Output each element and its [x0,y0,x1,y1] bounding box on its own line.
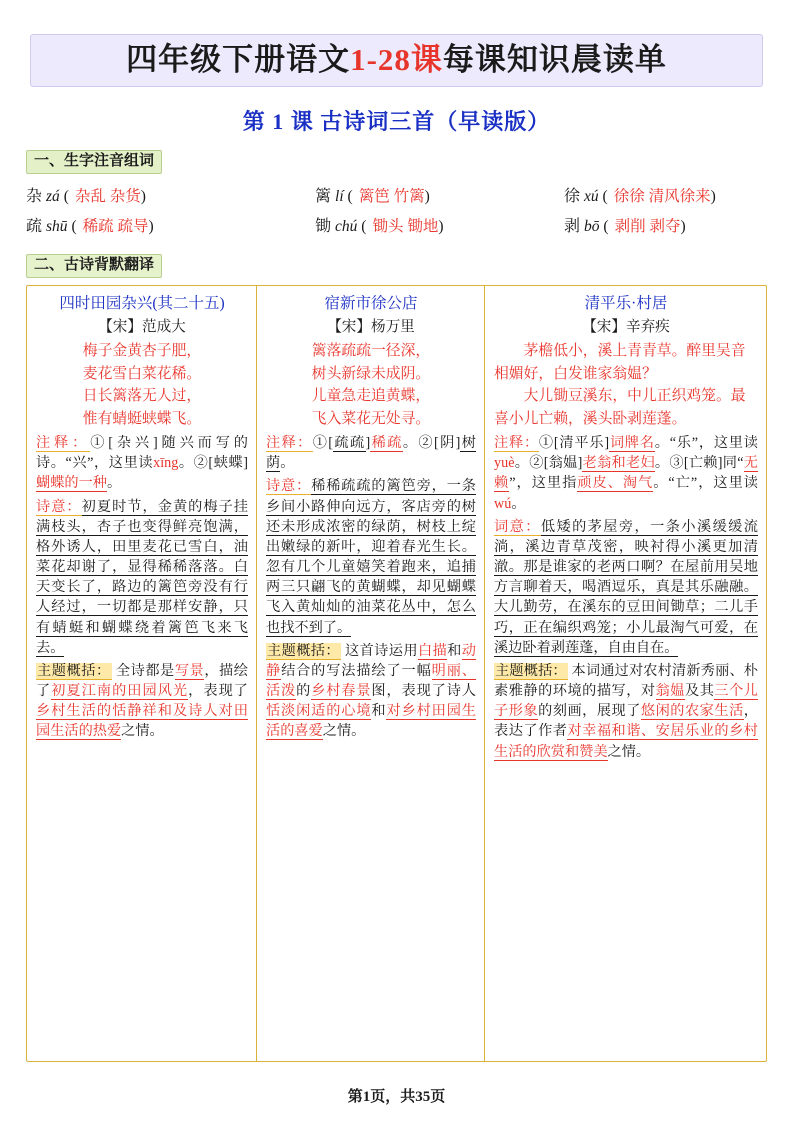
meaning-label: 诗意： [36,498,82,515]
meaning-text: 稀稀疏疏的篱笆旁，一条乡间小路伸向远方，客店旁的树还未形成浓密的绿荫，树枝上绽出嫩绿的新叶，迎着春光生长。忽有几个儿童嬉笑着跑来，追捕两三只翩飞的黄蝴蝶，却见蝴蝶飞入黄灿灿的油菜花丛中，怎么也找不到了。 [266,478,476,636]
poem-notes [36,433,248,493]
words: 杂乱 杂货 [74,187,141,205]
pinyin: lí [335,187,344,205]
theme-text: 全诗都是写景，描绘了初夏江南的田园风光，表现了乡村生活的恬静祥和及诗人对田园生活的热爱之情。 [36,662,248,740]
words: 徐徐 清风徐来 [613,187,711,205]
poem-author: 【宋】杨万里 [327,318,415,335]
theme-label: 主题概括： [37,662,111,679]
lesson-subtitle: 第 1 课 古诗词三首（早读版） [242,109,551,135]
pinyin: xú [584,187,599,205]
poem-theme [36,661,248,742]
words: 篱笆 竹篱 [358,187,425,205]
title-prefix: 四年级下册语文 [126,42,351,77]
char: 篱 [315,187,332,205]
poem-author: 【宋】辛弃疾 [582,318,670,335]
char: 剥 [564,217,581,235]
vocab-cell: 篱 lí ( 篱笆 竹篱) [315,187,430,205]
poem-columns [26,285,767,1062]
notes-text: ①[清平乐]词牌名。“乐”，这里读yuè。②[翁媪]老翁和老妇。③[亡赖]同“无赖”，这里指顽皮、淘气。“亡”，这里读wú。 [494,435,758,512]
pinyin: shū [46,217,68,235]
char: 徐 [564,187,581,205]
char: 疏 [26,217,43,235]
poem-line: 大儿锄豆溪东，中儿正织鸡笼。最喜小儿亡赖，溪头卧剥莲蓬。 [494,388,746,427]
poem-column-1 [27,286,256,1061]
notes-label: 注释： [494,435,539,452]
poem-notes [266,433,476,473]
theme-text: 本词通过对农村清新秀丽、朴素雅静的环境的描写，对翁媪及其三个儿子形象的刻画，展现了悠闲的农家生活，表达了作者对幸福和谐、安居乐业的乡村生活的欣赏和赞美之情。 [494,662,758,760]
title-suffix: 每课知识晨读单 [442,42,667,77]
words: 剥削 剥夺 [614,217,681,235]
poem-meaning [266,476,476,637]
notes-text: ①[疏疏]稀疏。②[阴]树荫。 [266,435,476,472]
poem-title: 宿新市徐公店 [324,294,418,312]
poem-title: 清平乐·村居 [584,294,668,312]
notes-text: ①[杂兴]随兴而写的诗。“兴”，这里读xīng。②[蛱蝶]蝴蝶的一种。 [36,435,248,492]
notes-label: 注释： [36,435,91,452]
poem-text [266,340,476,430]
vocab-cell: 杂 zá ( 杂乱 杂货) [26,187,146,205]
table-row [26,210,767,240]
meaning-label: 词意： [494,518,541,535]
char: 锄 [315,217,332,235]
words: 锄头 锄地 [372,217,439,235]
poem-meaning [36,497,248,658]
vocabulary-table [26,180,767,240]
section-heading-poems: 二、古诗背默翻译 [26,254,162,278]
poem-title: 四时田园杂兴(其二十五) [59,294,225,312]
poem-author: 【宋】范成大 [98,318,186,335]
poem-text [494,340,758,430]
words: 稀疏 疏导 [82,217,149,235]
page-footer: 第1页，共35页 [347,1089,446,1105]
theme-text: 这首诗运用白描和动静结合的写法描绘了一幅明丽、活泼的乡村春景图，表现了诗人恬淡闲适的心境和对乡村田园生活的喜爱之情。 [266,642,476,740]
poem-text [36,340,248,430]
meaning-label: 诗意： [266,478,312,495]
title-range: 1-28课 [350,42,443,77]
vocab-cell: 徐 xú ( 徐徐 清风徐来) [564,187,716,205]
section-heading-vocabulary: 一、生字注音组词 [26,150,162,174]
vocab-cell: 锄 chú ( 锄头 锄地) [315,217,444,235]
pinyin: bō [584,217,600,235]
poem-line: 日长篱落无人过， [82,388,202,405]
poem-column-2 [256,286,484,1061]
theme-label: 主题概括： [267,642,340,659]
pinyin: zá [46,187,60,205]
meaning-text: 低矮的茅屋旁，一条小溪缓缓流淌，溪边青草茂密，映衬得小溪更加清澈。那是谁家的老两口啊？在屋前用吴地方言聊着天，喝酒逗乐，真是其乐融融。大儿勤劳，在溪东的豆田间锄草；二儿手巧，正在编织鸡笼；小儿最淘气可爱，在溪边卧着剥莲蓬，自由自在。 [494,518,758,656]
poem-line: 茅檐低小，溪上青青草。醉里吴音相媚好，白发谁家翁媪？ [494,343,746,382]
notes-label: 注释： [266,435,313,452]
poem-column-3 [484,286,766,1061]
poem-line: 惟有蜻蜓蛱蝶飞。 [82,410,202,427]
poem-line: 树头新绿未成阴。 [311,365,431,382]
poem-theme [494,661,758,762]
page-title [30,34,763,87]
poem-line: 儿童急走追黄蝶， [311,388,431,405]
vocab-cell: 疏 shū ( 稀疏 疏导) [26,217,154,235]
vocab-cell: 剥 bō ( 剥削 剥夺) [564,217,686,235]
table-row [26,180,767,210]
char: 杂 [26,187,43,205]
poem-meaning [494,517,758,658]
pinyin: chú [335,217,358,235]
poem-notes [494,433,758,514]
theme-label: 主题概括： [495,662,567,679]
poem-line: 梅子金黄杏子肥， [82,343,202,360]
poem-theme [266,641,476,742]
poem-line: 篱落疏疏一径深， [311,343,431,360]
meaning-text: 初夏时节，金黄的梅子挂满枝头，杏子也变得鲜亮饱满，格外诱人，田里麦花已雪白，油菜花却谢了，显得稀稀落落。白天变长了，路边的篱笆旁没有行人经过，一切都是那样安静，只有蜻蜓和蝴蝶绕着篱笆飞来飞去。 [36,498,248,656]
poem-line: 飞入菜花无处寻。 [311,410,431,427]
poem-line: 麦花雪白菜花稀。 [82,365,202,382]
